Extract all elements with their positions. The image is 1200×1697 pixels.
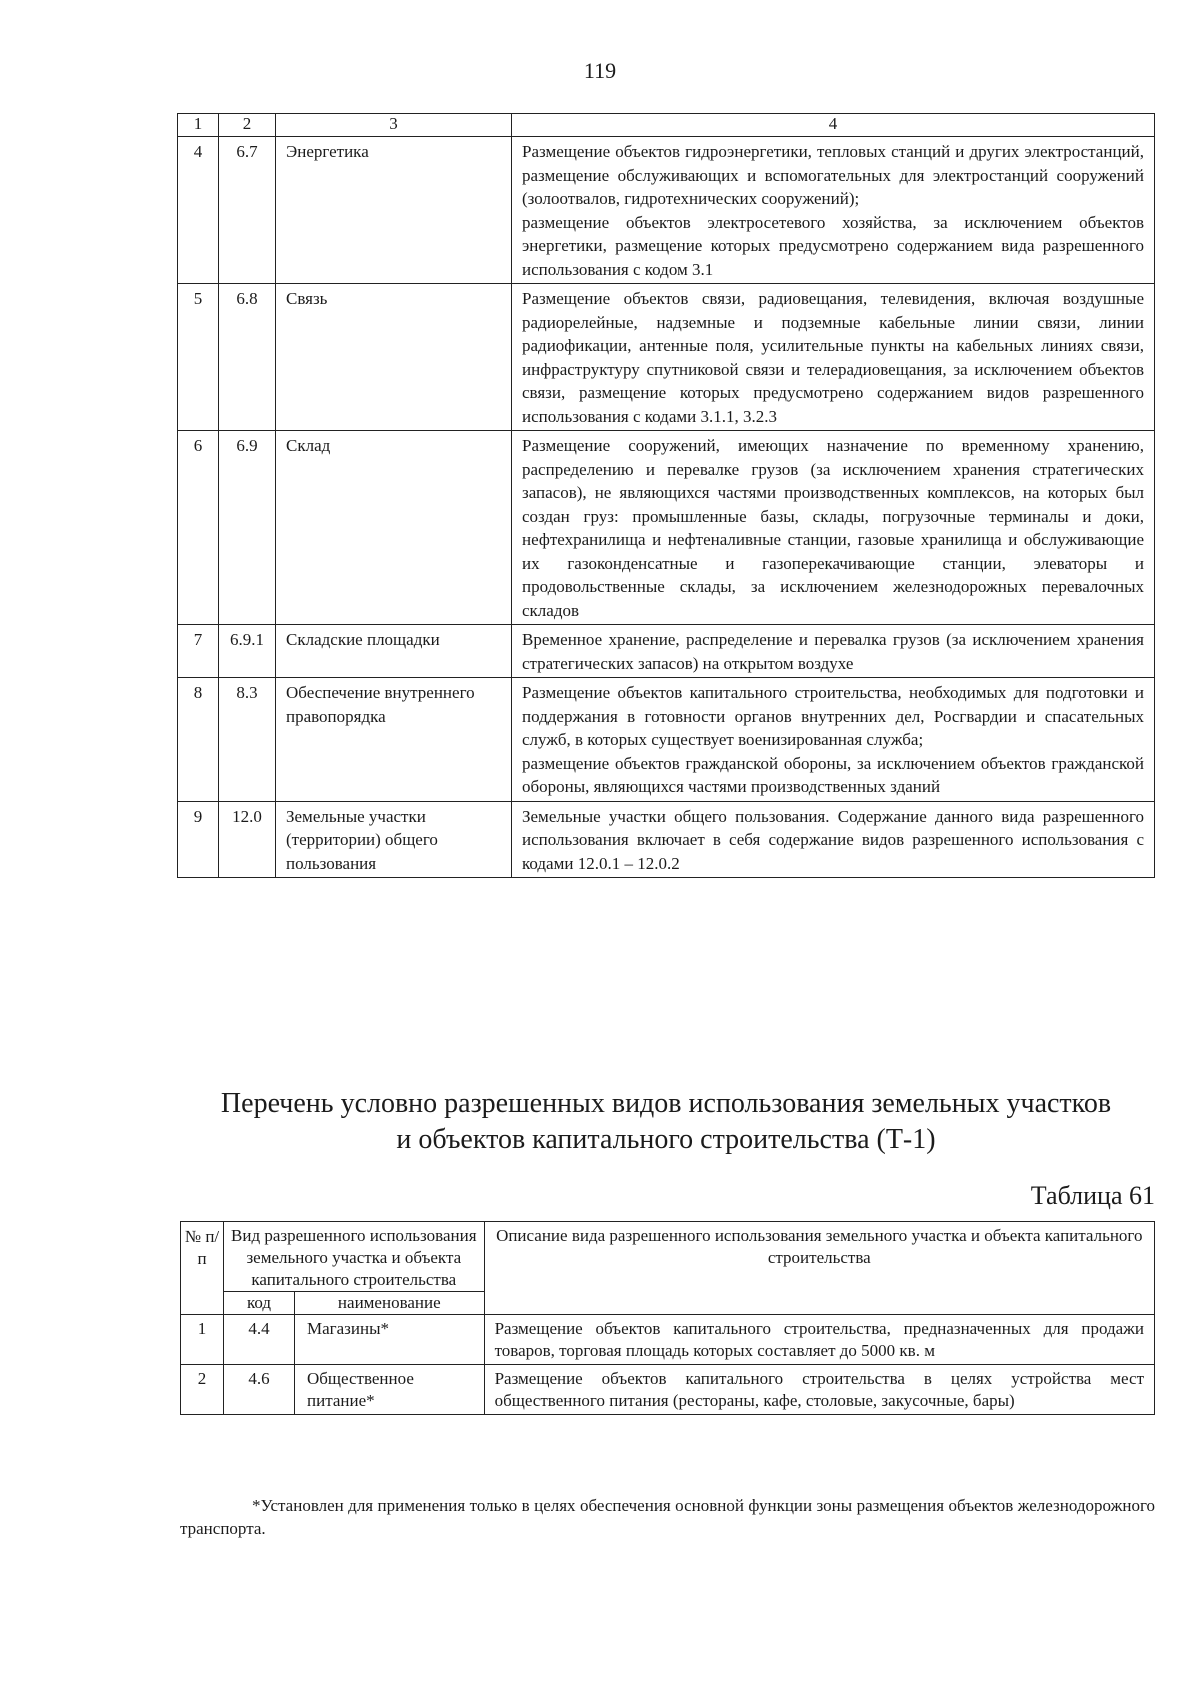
use-description: Размещение объектов капитального строительства, предназначенных для продажи товаров, торговая площадь которых составляет до 5000 кв. м bbox=[484, 1315, 1154, 1365]
description-paragraph: Размещение объектов связи, радиовещания, телевидения, включая воздушные радиорелейные, надземные и подземные кабельные линии связи, линии радиофикации, антенные поля, усилительные пункты на кабельных линиях связи, инфраструктуру спутниковой связи и телерадиовещания, за исключением объектов связи, размещение которых предусмотрено содержанием видов разрешенного использования с кодами 3.1.1, 3.2.3 bbox=[522, 289, 1144, 426]
use-description bbox=[512, 801, 1155, 878]
header-row bbox=[181, 1222, 1155, 1292]
column-number: 1 bbox=[178, 114, 219, 137]
conditional-use-table bbox=[180, 1221, 1155, 1415]
table-row bbox=[178, 284, 1155, 431]
description-paragraph: Временное хранение, распределение и перевалка грузов (за исключением хранения стратегических запасов) на открытом воздухе bbox=[522, 630, 1144, 673]
description-paragraph: Земельные участки общего пользования. Содержание данного вида разрешенного использования включает в себя содержание видов разрешенного использования с кодами 12.0.1 – 12.0.2 bbox=[522, 806, 1144, 873]
section-title bbox=[177, 1086, 1155, 1158]
page-number: 119 bbox=[583, 58, 617, 83]
table-row bbox=[178, 801, 1155, 878]
table-row bbox=[181, 1315, 1155, 1365]
use-name: Энергетика bbox=[276, 137, 512, 284]
row-number: 2 bbox=[181, 1365, 224, 1415]
column-number-row bbox=[178, 114, 1155, 137]
use-name: Общественное питание* bbox=[295, 1365, 485, 1415]
use-name: Обеспечение внутреннего правопорядка bbox=[276, 678, 512, 802]
row-number: 9 bbox=[178, 801, 219, 878]
column-number: 2 bbox=[219, 114, 276, 137]
table-row bbox=[178, 625, 1155, 678]
use-code: 6.9.1 bbox=[219, 625, 276, 678]
land-use-table-continued bbox=[177, 113, 1155, 878]
header-code: код bbox=[224, 1292, 295, 1315]
header-use-type: Вид разрешенного использования земельного участка и объекта капитального строительства bbox=[224, 1222, 485, 1292]
row-number: 1 bbox=[181, 1315, 224, 1365]
section-title-line: и объектов капитального строительства (Т-1) bbox=[396, 1124, 936, 1155]
use-code: 4.6 bbox=[224, 1365, 295, 1415]
use-description bbox=[512, 678, 1155, 802]
use-code: 6.7 bbox=[219, 137, 276, 284]
use-code: 6.9 bbox=[219, 431, 276, 625]
row-number: 7 bbox=[178, 625, 219, 678]
description-paragraph: Размещение сооружений, имеющих назначение по временному хранению, распределению и перевалке грузов (за исключением хранения стратегических запасов), не являющихся частями производственных комплексов, на которых был создан груз: промышленные базы, склады, погрузочные терминалы и доки, нефтехранилища и нефтеналивные станции, газовые хранилища и обслуживающие их газоконденсатные и газоперекачивающие станции, элеваторы и продовольственные склады, за исключением железнодорожных перевалочных складов bbox=[522, 436, 1144, 620]
use-name: Складские площадки bbox=[276, 625, 512, 678]
table-row bbox=[178, 678, 1155, 802]
use-name: Магазины* bbox=[295, 1315, 485, 1365]
section-title-line: Перечень условно разрешенных видов использования земельных участков bbox=[220, 1088, 1112, 1119]
header-name: наименование bbox=[295, 1292, 485, 1315]
footnote: *Установлен для применения только в целях обеспечения основной функции зоны размещения объектов железнодорожного транспорта. bbox=[180, 1496, 1155, 1538]
header-description: Описание вида разрешенного использования земельного участка и объекта капитального строительства bbox=[484, 1222, 1154, 1315]
row-number: 6 bbox=[178, 431, 219, 625]
use-code: 6.8 bbox=[219, 284, 276, 431]
table-row bbox=[178, 137, 1155, 284]
table-label: Таблица 61 bbox=[1030, 1181, 1155, 1210]
use-code: 12.0 bbox=[219, 801, 276, 878]
row-number: 5 bbox=[178, 284, 219, 431]
row-number: 4 bbox=[178, 137, 219, 284]
use-code: 4.4 bbox=[224, 1315, 295, 1365]
use-description bbox=[512, 625, 1155, 678]
table-row bbox=[181, 1365, 1155, 1415]
table-row bbox=[178, 431, 1155, 625]
description-paragraph: Размещение объектов гидроэнергетики, тепловых станций и других электростанций, размещение обслуживающих и вспомогательных для электростанций сооружений (золоотвалов, гидротехнических сооружений); bbox=[522, 142, 1144, 208]
row-number: 8 bbox=[178, 678, 219, 802]
use-code: 8.3 bbox=[219, 678, 276, 802]
description-paragraph: размещение объектов гражданской обороны, за исключением объектов гражданской обороны, являющихся частями производственных зданий bbox=[522, 753, 1144, 796]
description-paragraph: размещение объектов электросетевого хозяйства, за исключением объектов энергетики, размещение которых предусмотрено содержанием вида разрешенного использования с кодом 3.1 bbox=[522, 212, 1144, 279]
use-name: Склад bbox=[276, 431, 512, 625]
use-description: Размещение объектов капитального строительства в целях устройства мест общественного питания (рестораны, кафе, столовые, закусочные, бары) bbox=[484, 1365, 1154, 1415]
column-number: 3 bbox=[276, 114, 512, 137]
use-name: Земельные участки (территории) общего пользования bbox=[276, 801, 512, 878]
use-description bbox=[512, 137, 1155, 284]
use-description bbox=[512, 431, 1155, 625]
column-number: 4 bbox=[512, 114, 1155, 137]
description-paragraph: Размещение объектов капитального строительства, необходимых для подготовки и поддержания в готовности органов внутренних дел, Росгвардии и спасательных служб, в которых существует военизированная служба; bbox=[522, 683, 1144, 749]
use-name: Связь bbox=[276, 284, 512, 431]
header-row-number: № п/п bbox=[181, 1222, 224, 1315]
use-description bbox=[512, 284, 1155, 431]
